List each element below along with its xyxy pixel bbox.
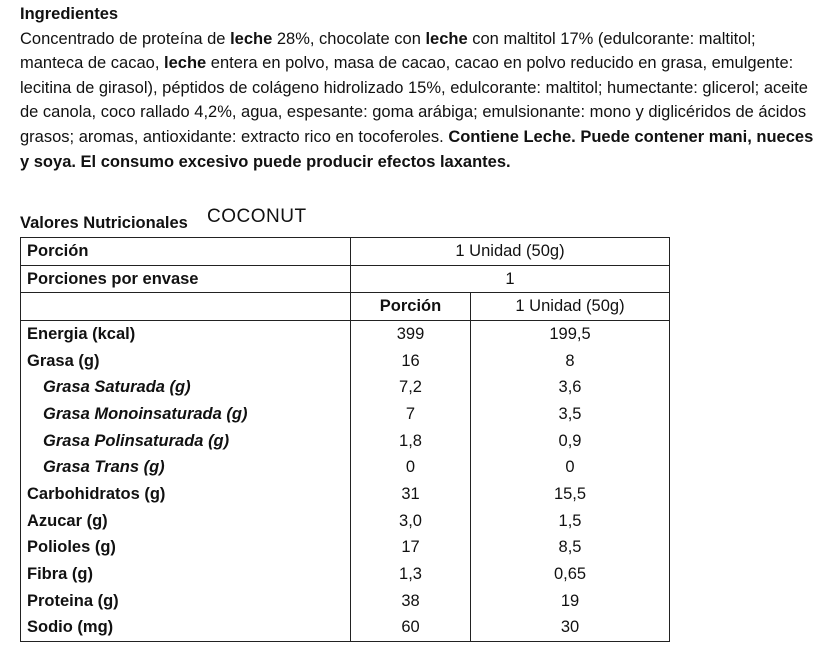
nutrient-portion-value: 399 (351, 321, 471, 348)
ingredients-title: Ingredientes (20, 5, 119, 23)
nutrient-row (21, 615, 670, 642)
ingredient-text: con maltitol 17% (edulcorante: maltitol; manteca de cacao, (20, 29, 756, 73)
ingredient-text: Concentrado de proteína de (20, 29, 231, 48)
nutrient-label: Azucar (g) (21, 508, 351, 535)
serving-row (21, 238, 670, 266)
nutrient-unit-value: 0,9 (471, 428, 670, 455)
nutrient-label: Polioles (g) (21, 535, 351, 562)
ingredient-bold-text: Contiene Leche. Puede contener mani, nueces y soya. El consumo excesivo puede producir efectos laxantes. (20, 127, 814, 171)
nutrient-portion-value: 17 (351, 535, 471, 562)
nutrient-portion-value: 38 (351, 588, 471, 615)
nutrient-portion-value: 0 (351, 455, 471, 482)
nutrient-unit-value: 3,5 (471, 401, 670, 428)
nutrient-portion-value: 3,0 (351, 508, 471, 535)
nutrient-row (21, 561, 670, 588)
col-unit-header: 1 Unidad (50g) (471, 293, 670, 321)
nutrient-portion-value: 60 (351, 615, 471, 642)
nutrient-row (21, 374, 670, 401)
nutrient-label: Energia (kcal) (21, 321, 351, 348)
column-header-row (21, 293, 670, 321)
nutrient-unit-value: 15,5 (471, 481, 670, 508)
nutrient-label: Proteina (g) (21, 588, 351, 615)
nutrient-label: Grasa Trans (g) (21, 455, 351, 482)
nutrient-unit-value: 0,65 (471, 561, 670, 588)
nutrient-row (21, 428, 670, 455)
nutrient-row (21, 481, 670, 508)
nutrient-unit-value: 0 (471, 455, 670, 482)
nutrient-label: Fibra (g) (21, 561, 351, 588)
nutrient-unit-value: 19 (471, 588, 670, 615)
nutrient-row (21, 455, 670, 482)
nutrient-portion-value: 7 (351, 401, 471, 428)
nutrient-label: Grasa Monoinsaturada (g) (21, 401, 351, 428)
serving-value: 1 Unidad (50g) (351, 238, 670, 266)
col-portion-header: Porción (351, 293, 471, 321)
ingredients-section (20, 2, 820, 174)
ingredient-bold-text: leche (230, 29, 273, 48)
nutrition-title: Valores Nutricionales (20, 214, 188, 232)
nutrient-unit-value: 8 (471, 348, 670, 375)
nutrient-unit-value: 199,5 (471, 321, 670, 348)
ingredient-text: entera en polvo, masa de cacao, cacao en polvo reducido en grasa, emulgente: lecitina de girasol), péptidos de colágeno hidrolizado 15%, edulcorante: maltitol; humectante: glicerol; aceite de canola, coco rallado 4,2%, agua, espesante: goma arábiga; emulsionante: mono y diglicéridos de ácidos grasos; aromas, antioxidante: extracto rico en tocoferoles. (20, 54, 808, 146)
nutrition-table (20, 237, 670, 642)
servings-label: Porciones por envase (21, 265, 351, 293)
nutrient-unit-value: 30 (471, 615, 670, 642)
nutrient-portion-value: 1,3 (351, 561, 471, 588)
flavor-label: COCONUT (207, 206, 307, 227)
nutrient-portion-value: 31 (351, 481, 471, 508)
nutrient-row (21, 401, 670, 428)
nutrient-label: Carbohidratos (g) (21, 481, 351, 508)
serving-label: Porción (21, 238, 351, 266)
nutrient-label: Grasa Saturada (g) (21, 374, 351, 401)
nutrient-label: Grasa (g) (21, 348, 351, 375)
nutrient-unit-value: 8,5 (471, 535, 670, 562)
nutrient-portion-value: 7,2 (351, 374, 471, 401)
nutrient-row (21, 588, 670, 615)
ingredient-bold-text: leche (425, 29, 468, 48)
nutrient-unit-value: 3,6 (471, 374, 670, 401)
nutrient-unit-value: 1,5 (471, 508, 670, 535)
nutrient-row (21, 348, 670, 375)
ingredients-text (20, 27, 820, 175)
nutrient-portion-value: 1,8 (351, 428, 471, 455)
nutrient-portion-value: 16 (351, 348, 471, 375)
nutrient-label: Sodio (mg) (21, 615, 351, 642)
servings-row (21, 265, 670, 293)
ingredient-text: 28%, chocolate con (272, 29, 426, 48)
nutrient-label: Grasa Polinsaturada (g) (21, 428, 351, 455)
nutrient-row (21, 508, 670, 535)
nutrient-row (21, 535, 670, 562)
servings-value: 1 (351, 265, 670, 293)
ingredient-bold-text: leche (164, 54, 207, 73)
nutrient-row (21, 321, 670, 348)
header-empty-cell (21, 293, 351, 321)
